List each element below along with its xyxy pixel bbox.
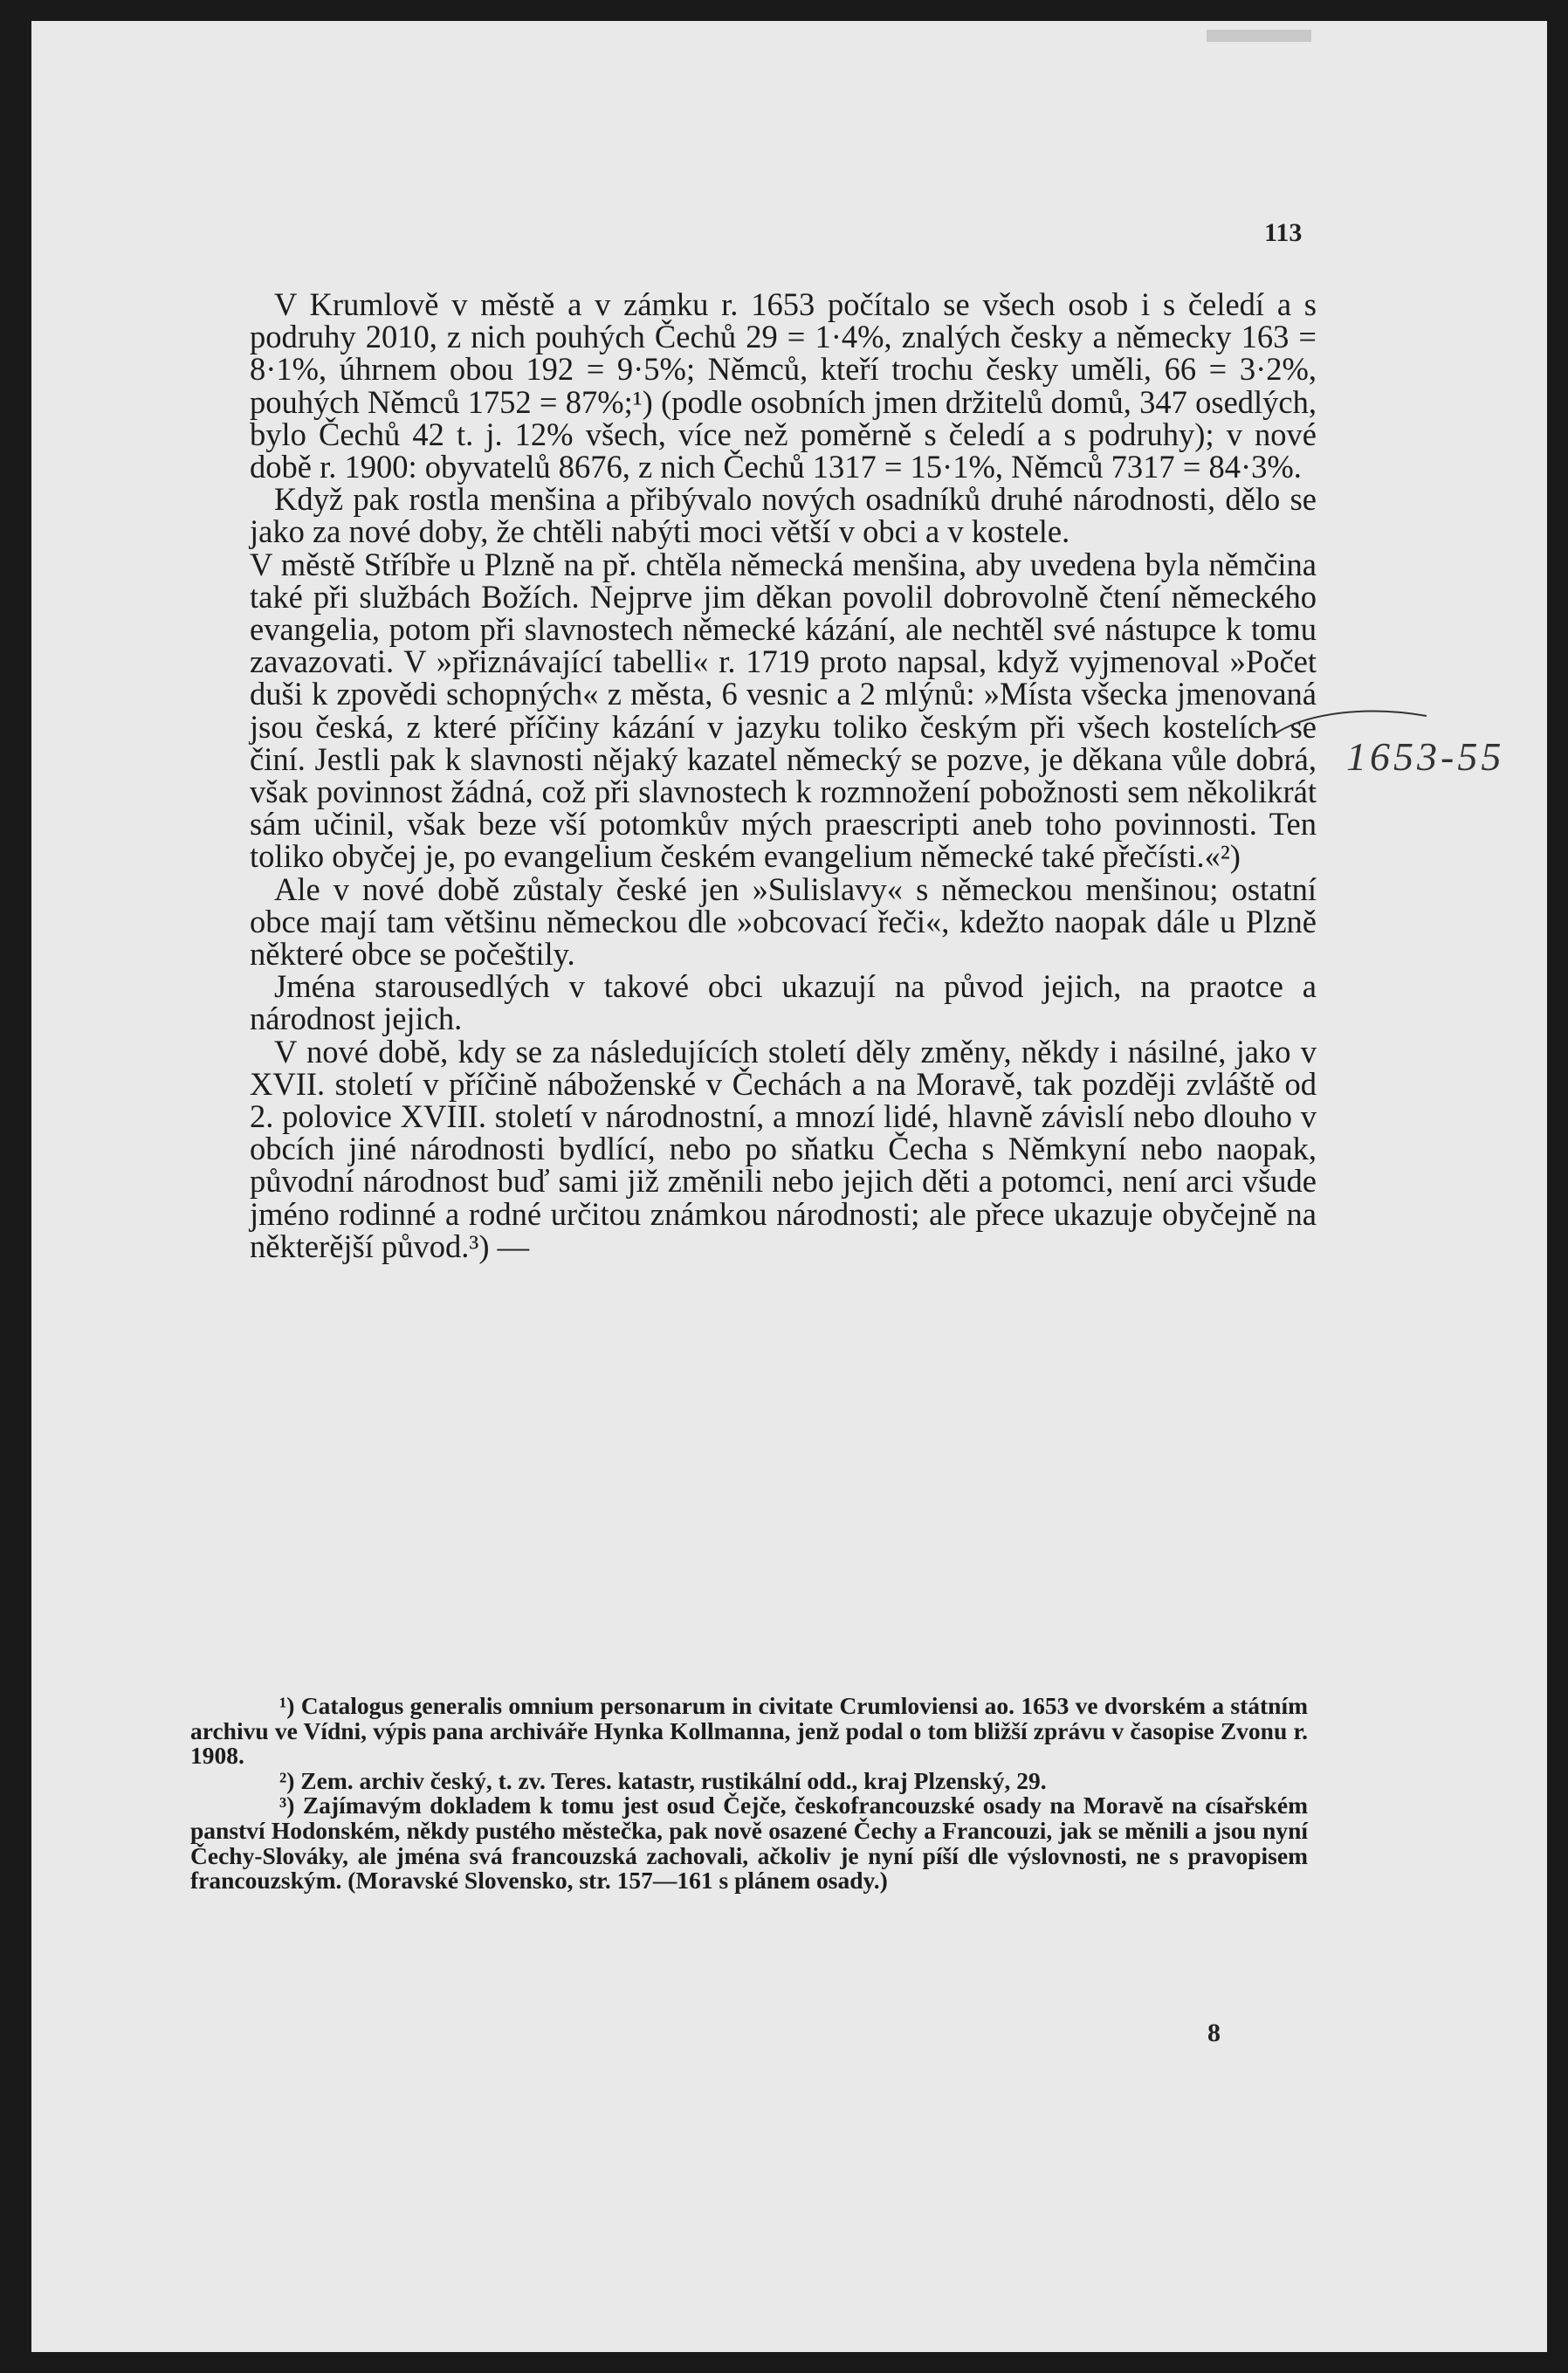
margin-handwritten-note: 1653-55 xyxy=(1346,734,1505,779)
footnote-1: ¹) Catalogus generalis omnium personarum in civitate Crumloviensi ao. 1653 ve dvorském a státním archivu ve Vídni, výpis pana archiváře Hynka Kollmanna, jenž podal o tom bližší zprávu v časopise Zvonu r. 1908. xyxy=(190,1692,1308,1770)
page-number: 113 xyxy=(1264,218,1303,247)
paragraph-stribro: V městě Stříbře u Plzně na př. chtěla německá menšina, aby uvedena byla němčina také při službách Božích. Nejprve jim děkan povolil dobrovolně čtení německého evangelia, potom při slavnostech německé kázání, ale nechtěl své nástupce k tomu zavazovati. V »přiznávající tabelli« r. 1719 proto napsal, když vyjmenoval »Počet duši k zpovědi schopných« z města, 6 vesnic a 2 mlýnů: »Místa všecka jmenovaná jsou česká, z které příčiny kázání v jazyku toliko českým při všech kostelích se činí. Jestli pak k slavnosti nějaký kazatel německý se pozve, je děkana vůle dobrá, však povinnost žádná, což při slavnostech k rozmnožení pobožnosti sem několikrát sám učinil, však beze vší potomkův mých praescripti aneb toho povinnosti. Ten toliko obyčej je, po evangelium českém evangelium německé také přečísti.«²) xyxy=(250,546,1317,875)
footnotes xyxy=(190,1694,1308,1894)
footnote-2: ²) Zem. archiv český, t. zv. Teres. katastr, rustikální odd., kraj Plzenský, 29. xyxy=(279,1766,1047,1794)
paragraph-sulislavy: Ale v nové době zůstaly české jen »Sulislavy« s německou menšinou; ostatní obce mají tam většinu německou dle »obcovací řeči«, kdežto naopak dále u Plzně některé obce se počeštily. xyxy=(250,870,1317,973)
paragraph-names: Jména starousedlých v takové obci ukazují na původ jejich, na praotce a národnost jejich. xyxy=(250,968,1317,1037)
signature-number: 8 xyxy=(1207,2019,1221,2047)
scan-edge-artifact xyxy=(1207,30,1311,42)
scanned-page xyxy=(31,21,1547,2352)
footnote-3: ³) Zajímavým dokladem k tomu jest osud Čejče, českofrancouzské osady na Moravě na císařském panství Hodonském, někdy pustého městečka, pak nově osazené Čechy a Francouzi, jak se měnili a jsou nyní Čechy-Slováky, ale jména svá francouzská zachovali, ačkoliv je nyní píší dle výslovnosti, ne s pravopisem francouzským. (Moravské Slovensko, str. 157—161 s plánem osady.) xyxy=(190,1792,1308,1895)
main-text xyxy=(250,288,1317,1262)
paragraph-modern-era: V nové době, kdy se za následujících století děly změny, někdy i násilné, jako v XVII. století v příčině náboženské v Čechách a na Moravě, tak později zvláště od 2. polovice XVIII. století v národnostní, a mnozí lidé, hlavně závislí nebo dlouho v obcích jiné národnosti bydlící, nebo po sňatku Čecha s Němkyní nebo naopak, původní národnost buď sami již změnili nebo jejich děti a potomci, není arci všude jméno rodinné a rodné určitou známkou národnosti; ale přece ukazuje obyčejně na některější původ.³) — xyxy=(250,1033,1317,1264)
paragraph-minority: Když pak rostla menšina a přibývalo nových osadníků druhé národnosti, dělo se jako za nové doby, že chtěli nabýti moci větší v obci a v kostele. xyxy=(250,481,1317,550)
paragraph-krumlov: V Krumlově v městě a v zámku r. 1653 počítalo se všech osob i s čeledí a s podruhy 2010, z nich pouhých Čechů 29 = 1·4%, znalých česky a německy 163 = 8·1%, úhrnem obou 192 = 9·5%; Němců, kteří trochu česky uměli, 66 = 3·2%, pouhých Němců 1752 = 87%;¹) (podle osobních jmen držitelů domů, 347 osedlých, bylo Čechů 42 t. j. 12% všech, více než poměrně s čeledí a s podruhy); v nové době r. 1900: obyvatelů 8676, z nich Čechů 1317 = 15·1%, Němců 7317 = 84·3%. xyxy=(250,286,1317,485)
